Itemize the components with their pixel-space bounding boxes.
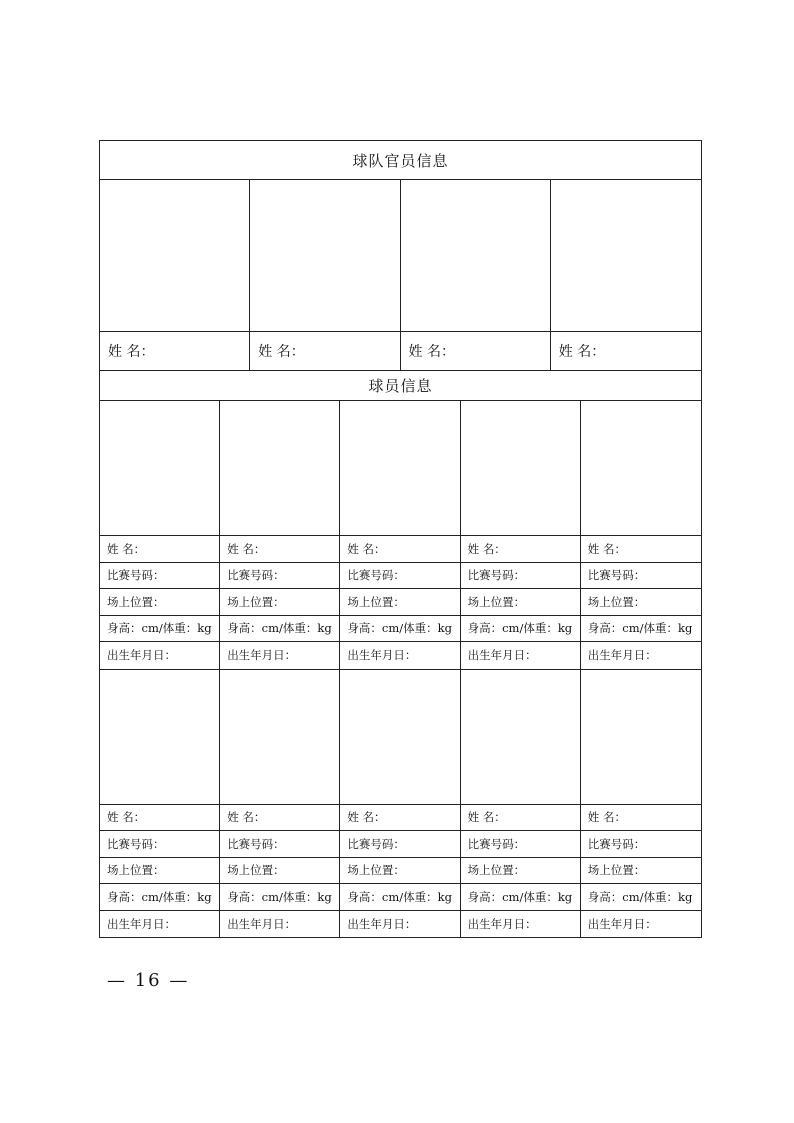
player-field-cell[interactable]: 出生年月日： — [461, 911, 581, 938]
player-photo-box — [581, 401, 701, 535]
player-field-cell[interactable]: 出生年月日： — [461, 642, 581, 669]
player-photo-box — [100, 401, 220, 535]
player-field-cell[interactable]: 身高：cm/体重：kg — [340, 884, 460, 910]
player-field-cell[interactable]: 身高：cm/体重：kg — [100, 884, 220, 910]
player-field-cell[interactable]: 身高：cm/体重：kg — [100, 616, 220, 642]
player-field-cell[interactable]: 场上位置： — [587, 594, 646, 609]
official-photo-box — [250, 180, 400, 331]
player-photo-box — [220, 670, 340, 804]
player-field-cell[interactable]: 姓 名： — [220, 536, 340, 562]
player-block — [100, 401, 701, 670]
player-field-cell[interactable]: 姓 名： — [100, 536, 220, 562]
player-field-cell[interactable]: 场上位置： — [220, 589, 340, 615]
player-field-cell[interactable]: 出生年月日： — [100, 911, 220, 938]
player-field-row — [100, 563, 701, 590]
player-field-cell[interactable]: 姓 名： — [461, 805, 581, 831]
player-photo-box — [461, 401, 581, 535]
player-field-cell[interactable]: 比赛号码： — [100, 563, 220, 589]
player-field-cell[interactable]: 姓 名： — [587, 810, 626, 825]
player-photo-box — [461, 670, 581, 804]
player-photo-row — [100, 401, 701, 536]
player-photo-box — [100, 670, 220, 804]
player-field-cell[interactable]: 出生年月日： — [220, 642, 340, 669]
official-photo-box — [100, 180, 250, 331]
player-field-row — [100, 805, 701, 832]
player-field-cell[interactable]: 姓 名： — [340, 536, 460, 562]
player-blocks — [100, 401, 701, 937]
player-field-cell[interactable]: 身高：cm/体重：kg — [461, 616, 581, 642]
official-name-field[interactable]: 姓 名： — [401, 332, 551, 370]
player-field-cell[interactable]: 姓 名： — [587, 541, 626, 556]
player-field-cell[interactable]: 出生年月日： — [587, 916, 657, 931]
player-field-row — [100, 589, 701, 616]
player-field-cell[interactable]: 身高：cm/体重：kg — [587, 889, 693, 904]
player-field-cell[interactable]: 场上位置： — [461, 589, 581, 615]
player-field-cell[interactable]: 场上位置： — [587, 863, 646, 878]
player-field-cell[interactable]: 比赛号码： — [340, 563, 460, 589]
player-field-cell[interactable]: 姓 名： — [220, 805, 340, 831]
official-name-field[interactable]: 姓 名： — [250, 332, 400, 370]
player-field-row — [100, 536, 701, 563]
player-field-cell[interactable]: 出生年月日： — [220, 911, 340, 938]
page-number: — 16 — — [107, 970, 190, 991]
officials-section-title: 球队官员信息 — [100, 141, 701, 180]
player-field-cell[interactable]: 场上位置： — [340, 589, 460, 615]
player-photo-row — [100, 670, 701, 805]
player-field-cell[interactable]: 比赛号码： — [461, 563, 581, 589]
player-field-cell[interactable]: 身高：cm/体重：kg — [220, 616, 340, 642]
player-field-cell[interactable]: 比赛号码： — [461, 831, 581, 857]
registration-form — [99, 140, 702, 938]
player-field-row — [100, 831, 701, 858]
officials-name-row — [100, 332, 701, 371]
official-name-field[interactable]: 姓 名： — [100, 332, 250, 370]
player-field-cell[interactable]: 场上位置： — [100, 858, 220, 884]
player-photo-box — [340, 670, 460, 804]
player-field-cell[interactable]: 场上位置： — [340, 858, 460, 884]
player-field-row — [100, 911, 701, 938]
player-field-cell[interactable]: 出生年月日： — [340, 911, 460, 938]
player-field-cell[interactable]: 场上位置： — [220, 858, 340, 884]
players-section-title: 球员信息 — [100, 371, 701, 401]
player-photo-box — [581, 670, 701, 804]
player-field-cell[interactable]: 身高：cm/体重：kg — [461, 884, 581, 910]
player-field-cell[interactable]: 比赛号码： — [100, 831, 220, 857]
player-field-cell[interactable]: 出生年月日： — [340, 642, 460, 669]
player-photo-box — [220, 401, 340, 535]
player-field-cell[interactable]: 比赛号码： — [340, 831, 460, 857]
player-field-cell[interactable]: 比赛号码： — [220, 831, 340, 857]
official-photo-box — [551, 180, 701, 331]
player-field-row — [100, 884, 701, 911]
player-field-cell[interactable]: 姓 名： — [461, 536, 581, 562]
player-field-cell[interactable]: 比赛号码： — [220, 563, 340, 589]
player-field-row — [100, 642, 701, 669]
player-field-cell[interactable]: 身高：cm/体重：kg — [220, 884, 340, 910]
player-field-cell[interactable]: 比赛号码： — [587, 836, 646, 851]
player-field-cell[interactable]: 出生年月日： — [587, 648, 657, 663]
player-field-cell[interactable]: 姓 名： — [340, 805, 460, 831]
player-field-row — [100, 616, 701, 643]
player-field-row — [100, 858, 701, 885]
player-field-cell[interactable]: 场上位置： — [100, 589, 220, 615]
official-name-field[interactable]: 姓 名： — [558, 344, 606, 360]
official-photo-box — [401, 180, 551, 331]
player-field-cell[interactable]: 场上位置： — [461, 858, 581, 884]
player-field-cell[interactable]: 比赛号码： — [587, 568, 646, 583]
player-field-cell[interactable]: 姓 名： — [100, 805, 220, 831]
officials-photo-row — [100, 180, 701, 332]
player-field-cell[interactable]: 身高：cm/体重：kg — [340, 616, 460, 642]
player-block — [100, 670, 701, 938]
player-photo-box — [340, 401, 460, 535]
player-field-cell[interactable]: 身高：cm/体重：kg — [587, 621, 693, 636]
player-field-cell[interactable]: 出生年月日： — [100, 642, 220, 669]
